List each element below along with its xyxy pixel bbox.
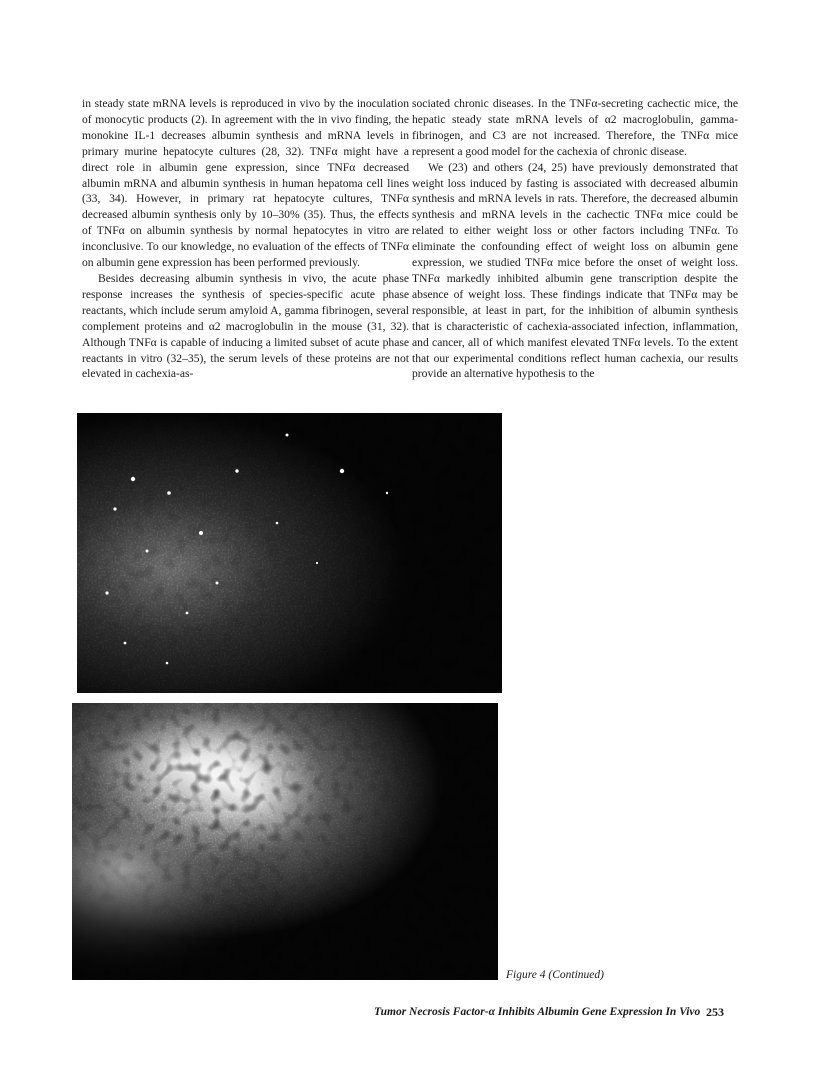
paragraph: in steady state mRNA levels is reproduced in vivo by the inoculation of monocytic products (2). In agreement with the in vivo finding, the monokine IL-1 decreases albumin synthesis and mRNA levels in primary murine hepatocyte cultures (28, 32). TNFα might have a direct role in albumin gene expression, since TNFα decreased albumin mRNA and albumin synthesis in human hepatoma cell lines (33, 34). However, in primary rat hepatocyte cultures, TNFα decreased albumin synthesis only by 10–30% (35). Thus, the effects of TNFα on albumin synthesis by normal hepatocytes in vitro are inconclusive. To our knowledge, no evaluation of the effects of TNFα on albumin gene expression has been performed previously. xyxy=(82,97,409,270)
micrograph-panel-top xyxy=(77,413,502,693)
paragraph: Besides decreasing albumin synthesis in vivo, the acute phase response increases the synthesis of species-specific acute phase reactants, which include serum amyloid A, gamma fibrinogen, several complement proteins and α2 macroglobulin in the mouse (31, 32). Although TNFα is capable of inducing a limited subset of acute phase reactants in vitro (32–35), the serum levels of these proteins are not elevated in cachexia-as- xyxy=(82,271,409,381)
micrograph-panel-bottom xyxy=(72,703,498,980)
running-head: Tumor Necrosis Factor-α Inhibits Albumin Gene Expression In Vivo xyxy=(374,1006,701,1018)
figure-caption: Figure 4 (Continued) xyxy=(506,969,604,981)
micrograph-image xyxy=(72,703,498,980)
micrograph-image xyxy=(77,413,502,693)
paragraph: We (23) and others (24, 25) have previously demonstrated that weight loss induced by fasting is associated with decreased albumin synthesis and mRNA levels in rats. Therefore, the decreased albumin synthesis and mRNA levels in the cachectic TNFα mice could be related to either weight loss or other factors including TNFα. To eliminate the confounding effect of weight loss on albumin gene expression, we studied TNFα mice before the onset of weight loss. TNFα markedly inhibited albumin gene transcription despite the absence of weight loss. These findings indicate that TNFα may be responsible, at least in part, for the inhibition of albumin synthesis that is characteristic of cachexia-associated infection, inflammation, and cancer, all of which manifest elevated TNFα levels. To the extent that our experimental conditions reflect human cachexia, our results provide an alternative hypothesis to the xyxy=(412,160,738,381)
text-column-left xyxy=(82,96,409,382)
page-number: 253 xyxy=(706,1005,724,1019)
paragraph: sociated chronic diseases. In the TNFα-secreting cachectic mice, the hepatic steady state mRNA levels of α2 macroglobulin, gamma-fibrinogen, and C3 are not increased. Therefore, the TNFα mice represent a good model for the cachexia of chronic disease. xyxy=(412,97,738,158)
text-column-right xyxy=(412,96,738,382)
